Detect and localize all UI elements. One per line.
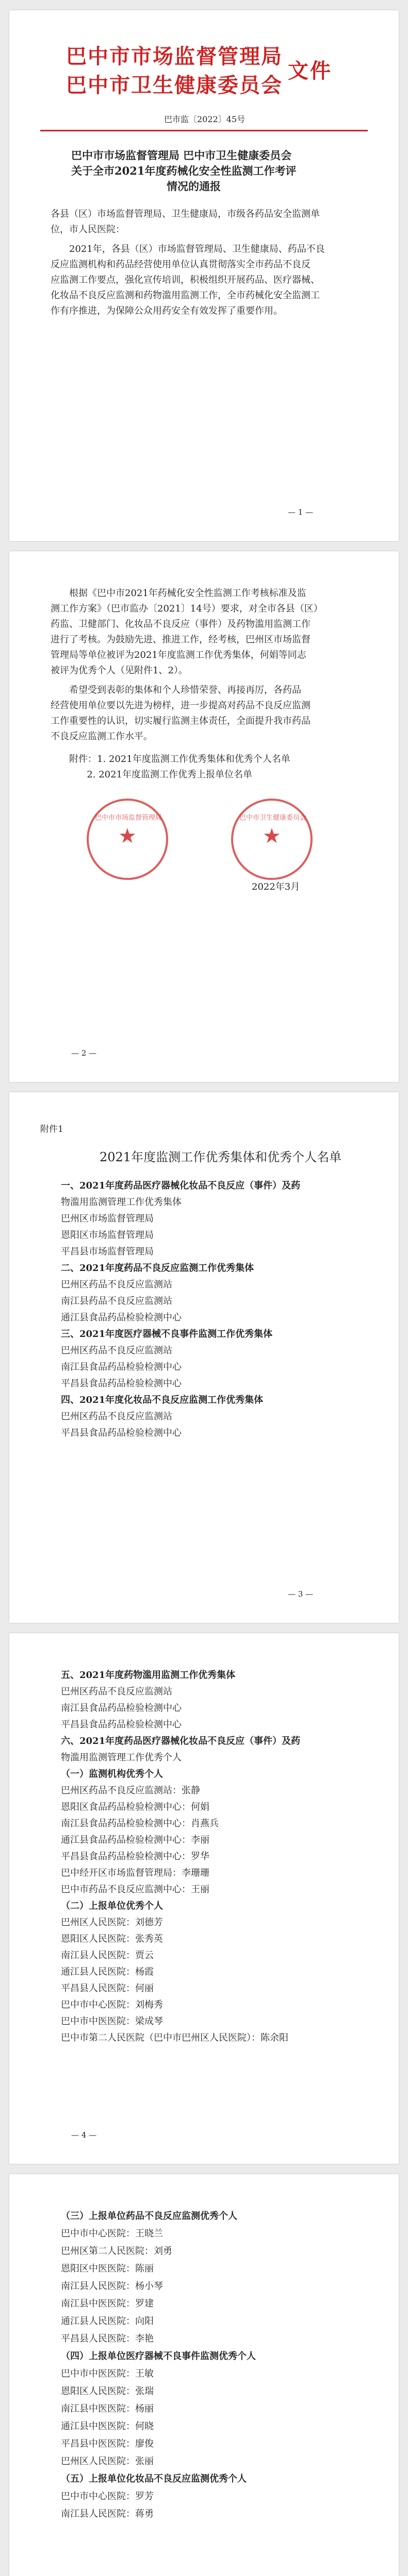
paragraph-line: 工作重要性的认识，切实履行监测主体责任，全面提升我市药品 — [51, 716, 311, 726]
page-5 — [9, 2174, 399, 2576]
list-item: 物滥用监测管理工作优秀个人 — [61, 1752, 182, 1763]
notice-title-1: 巴中市市场监督管理局 巴中市卫生健康委员会 — [71, 149, 292, 162]
list-item: 巴中市药品不良反应监测中心：王丽 — [61, 1884, 209, 1895]
page-number: — 1 — — [288, 507, 314, 517]
list-item: 三、2021年度医疗器械不良事件监测工作优秀集体 — [61, 1329, 273, 1340]
list-item: 巴中市中心医院：罗芳 — [61, 2491, 154, 2502]
list-item: 通江县人民医院：向阳 — [61, 2316, 154, 2327]
page-3 — [9, 1092, 399, 1623]
list-item: 南江县中医医院：杨丽 — [61, 2403, 154, 2414]
list-item: （一）监测机构优秀个人 — [61, 1769, 163, 1780]
list-item: 巴州区药品不良反应监测站 — [61, 1345, 172, 1356]
list-item: 巴州区第二人民医院：刘勇 — [61, 2246, 172, 2257]
paragraph-line: 经营使用单位要以先进为榜样，进一步提高对药品不良反应监测 — [51, 700, 311, 711]
list-item: 巴中市中心医院：王晓兰 — [61, 2228, 163, 2239]
list-item: 平昌县食品药品检验检测中心 — [61, 1719, 182, 1730]
list-item: 南江县食品药品检验检测中心 — [61, 1362, 182, 1372]
official-seal — [231, 799, 313, 880]
paragraph-line: 作有序推进，为保障公众用药安全有效发挥了重要作用。 — [51, 306, 283, 316]
paragraph-line: 药监、卫健部门、化妆品不良反应（事件）及药物滥用监测工作 — [51, 619, 311, 630]
official-seal — [87, 799, 168, 880]
paragraph-line: 各县（区）市场监督管理局、卫生健康局，市级各药品安全监测单 — [51, 209, 320, 219]
list-item: 六、2021年度药品医疗器械化妆品不良反应（事件）及药 — [61, 1736, 301, 1747]
paragraph-line: 管理局等单位被评为2021年度监测工作优秀集体，何娟等同志 — [51, 650, 306, 660]
star-icon: ★ — [118, 824, 137, 848]
attachment-label: 附件1 — [40, 1124, 63, 1134]
list-item: 通江县中医医院：何晓 — [61, 2421, 154, 2432]
list-item: （五）上报单位化妆品不良反应监测优秀个人 — [61, 2473, 247, 2484]
notice-title-3: 情况的通报 — [167, 180, 221, 193]
page-2 — [9, 551, 399, 1082]
paragraph-line: 化妆品不良反应监测和药物滥用监测工作，全市药械化安全监测工 — [51, 290, 320, 301]
header-line-1: 巴中市市场监督管理局 — [66, 44, 283, 69]
red-rule — [40, 130, 368, 131]
list-item: 平昌县食品药品检验检测中心：罗华 — [61, 1851, 209, 1862]
list-item: 南江县药品不良反应监测站 — [61, 1296, 172, 1307]
date: 2022年3月 — [252, 882, 300, 892]
list-item: 巴州区市场监督管理局 — [61, 1213, 154, 1224]
list-item: 南江县中医医院：罗建 — [61, 2298, 154, 2309]
list-item: 一、2021年度药品医疗器械化妆品不良反应（事件）及药 — [61, 1180, 301, 1191]
list-item: 恩阳区市场监督管理局 — [61, 1230, 154, 1241]
attachment-line: 2. 2021年度监测工作优秀上报单位名单 — [69, 769, 253, 780]
list-item: （三）上报单位药品不良反应监测优秀个人 — [61, 2211, 237, 2222]
paragraph-line: 不良反应监测工作水平。 — [51, 731, 153, 742]
list-item: 巴中经开区市场监督管理局：李珊珊 — [61, 1868, 209, 1878]
page-4 — [9, 1633, 399, 2164]
list-item: 平昌县中医医院：廖俊 — [61, 2438, 154, 2449]
list-item: 平昌县食品药品检验检测中心 — [61, 1378, 182, 1389]
paragraph-line: 应监测工作要点，强化宣传培训，积极组织开展药品、医疗器械、 — [51, 275, 320, 285]
paragraph-line: 进行了考核。为鼓励先进、推进工作，经考核，巴州区市场监督 — [51, 634, 311, 645]
list-item: 二、2021年度药品不良反应监测工作优秀集体 — [61, 1263, 254, 1274]
attachment-line: 附件：1. 2021年度监测工作优秀集体和优秀个人名单 — [69, 754, 290, 765]
page-number: — 2 — — [71, 1048, 97, 1058]
paragraph-line: 位，市人民医院： — [51, 224, 125, 235]
seal-text: 巴中市市场监督管理局 — [95, 814, 162, 822]
list-item: 平昌县市场监督管理局 — [61, 1246, 154, 1257]
list-item: 巴中市第二人民医院（巴中市巴州区人民医院）：陈余阳 — [61, 2032, 288, 2043]
list-item: （四）上报单位医疗器械不良事件监测优秀个人 — [61, 2351, 256, 2362]
paragraph-line: 根据《巴中市2021年药械化安全性监测工作考核标准及监 — [69, 588, 306, 599]
list-item: 巴州区人民医院：张丽 — [61, 2456, 154, 2467]
paragraph-line: 反应监测机构和药品经营使用单位认真贯彻落实全市药品不良反 — [51, 259, 311, 270]
paragraph-line: 被评为优秀个人（见附件1、2）。 — [51, 665, 188, 676]
paragraph-line: 测工作方案》（巴市监办〔2021〕14号）要求，对全市各县（区） — [51, 603, 323, 614]
seal-text: 巴中市卫生健康委员会 — [239, 814, 307, 822]
paragraph-line: 2021年，各县（区）市场监督管理局、卫生健康局、药品不良 — [69, 244, 325, 255]
notice-title-2: 关于全市2021年度药械化安全性监测工作考评 — [71, 164, 297, 177]
list-item: 巴中市中心医院：刘梅秀 — [61, 1999, 163, 2010]
list-item: 四、2021年度化妆品不良反应监测工作优秀集体 — [61, 1395, 264, 1405]
list-item: 恩阳区人民医院：张秀英 — [61, 1934, 163, 1944]
list-item: 巴州区药品不良反应监测站：张静 — [61, 1785, 200, 1796]
list-item: 平昌县人民医院：何丽 — [61, 1983, 154, 1994]
list-item: 平昌县食品药品检验检测中心 — [61, 1428, 182, 1438]
page-1 — [9, 10, 399, 541]
list-item: 南江县人民医院：贾云 — [61, 1950, 154, 1961]
page-number: — 4 — — [71, 2130, 97, 2140]
list-item: 巴州区药品不良反应监测站 — [61, 1686, 172, 1697]
star-icon: ★ — [263, 824, 281, 848]
list-item: 巴中市中医医院：王敏 — [61, 2368, 154, 2379]
list-item: （二）上报单位优秀个人 — [61, 1901, 163, 1911]
section-title: 2021年度监测工作优秀集体和优秀个人名单 — [100, 1150, 342, 1164]
list-item: 恩阳区中医医院：陈丽 — [61, 2263, 154, 2274]
list-item: 恩阳区人民医院：张瑞 — [61, 2386, 154, 2397]
header-wen: 文件 — [288, 59, 332, 83]
list-item: 巴州区药品不良反应监测站 — [61, 1279, 172, 1290]
list-item: 五、2021年度药物滥用监测工作优秀集体 — [61, 1670, 236, 1681]
list-item: 通江县食品药品检验检测中心 — [61, 1312, 182, 1323]
list-item: 南江县食品药品检验检测中心 — [61, 1703, 182, 1714]
list-item: 平昌县人民医院：李艳 — [61, 2333, 154, 2344]
list-item: 物滥用监测管理工作优秀集体 — [61, 1197, 182, 1208]
list-item: 通江县食品药品检验检测中心：李丽 — [61, 1835, 209, 1845]
list-item: 南江县人民医院：蒋勇 — [61, 2509, 154, 2519]
list-item: 巴中市中医医院：梁成琴 — [61, 2016, 163, 2027]
paragraph-line: 希望受到表彰的集体和个人珍惜荣誉、再接再厉，各药品 — [69, 685, 301, 696]
list-item: 南江县人民医院：杨小琴 — [61, 2281, 163, 2292]
list-item: 通江县人民医院：杨霞 — [61, 1967, 154, 1977]
list-item: 恩阳区食品药品检验检测中心：何娟 — [61, 1802, 209, 1812]
list-item: 巴州区药品不良反应监测站 — [61, 1411, 172, 1422]
list-item: 南江县食品药品检验检测中心：肖燕兵 — [61, 1818, 219, 1829]
page-number: — 3 — — [288, 1589, 314, 1599]
header-line-2: 巴中市卫生健康委员会 — [66, 73, 283, 97]
doc-number: 巴市监〔2022〕45号 — [164, 114, 246, 124]
list-item: 巴州区人民医院：刘德芳 — [61, 1917, 163, 1928]
